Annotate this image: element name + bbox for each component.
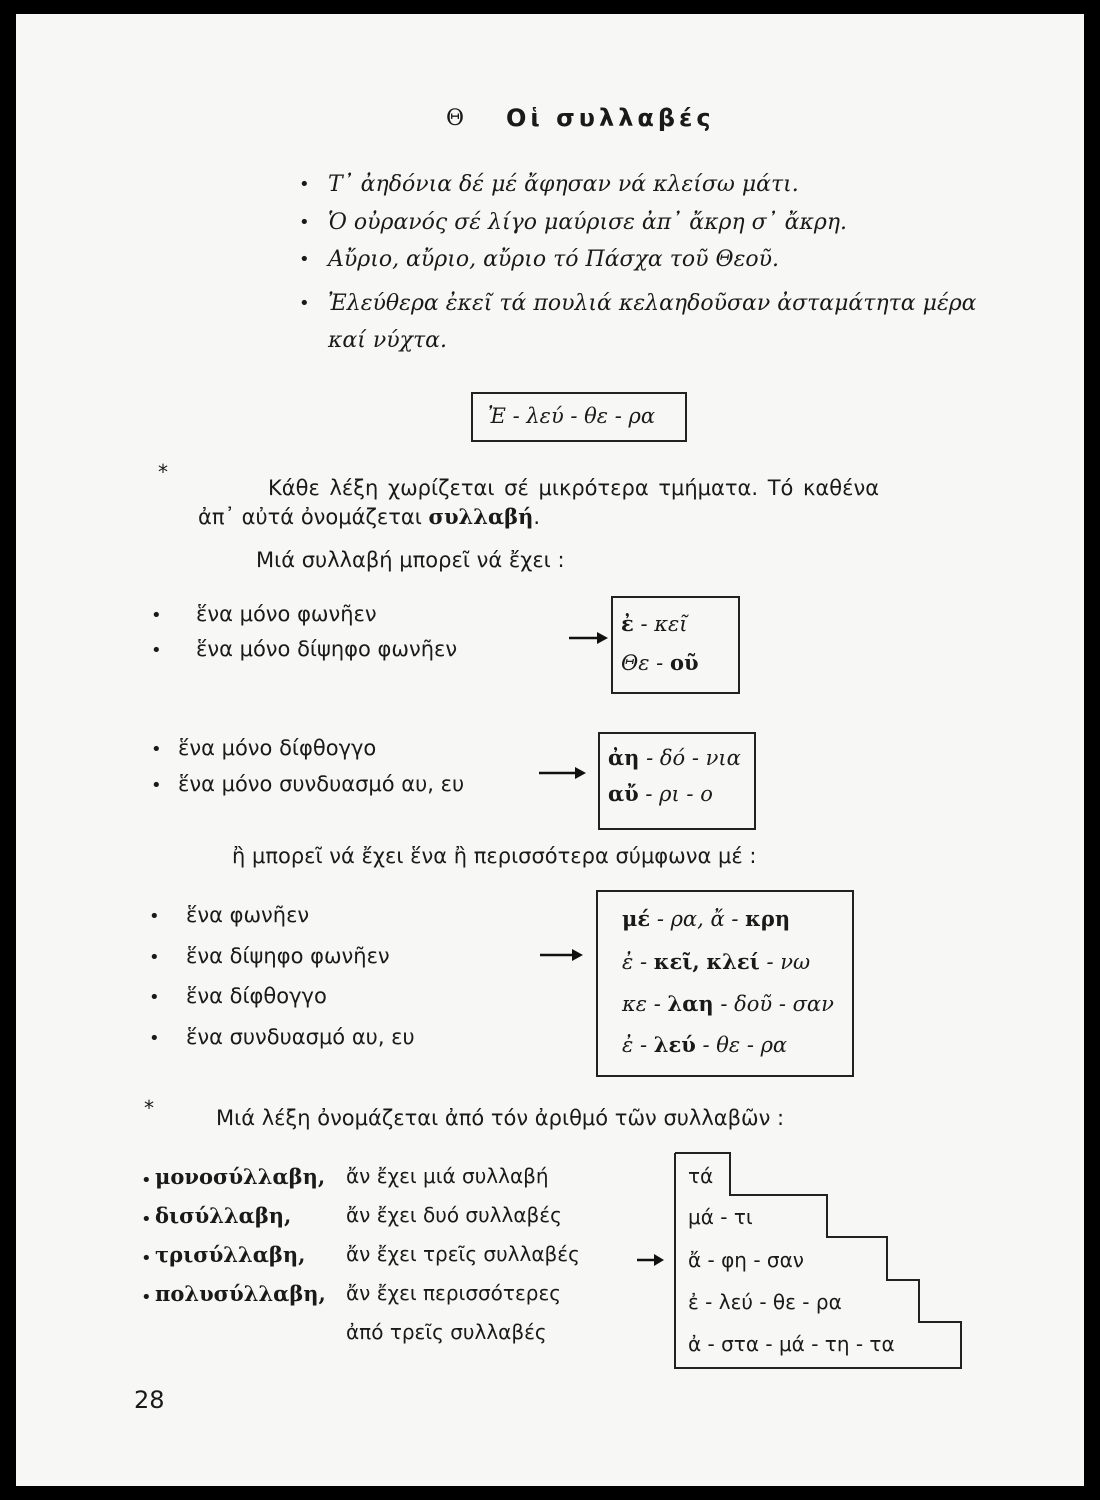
example-syllables: ἐ - κεῖ [621, 611, 688, 636]
star-marker: * [158, 460, 168, 484]
bullet: • [299, 212, 310, 233]
example-syllables: Θε - οῦ [621, 650, 699, 675]
intro-line-2 [198, 504, 540, 529]
rule-item: ἕνα μόνο συνδυασμό αυ, ευ [178, 772, 465, 796]
staircase-word: τά [688, 1164, 714, 1188]
type-desc: ἄν ἔχει περισσότερες [346, 1281, 562, 1305]
example-word: Ἐ - λεύ - θε - ρα [488, 404, 656, 428]
bullet: • [141, 1248, 152, 1269]
type-desc: ἄν ἔχει τρεῖς συλλαβές [346, 1242, 580, 1266]
rule-item: ἕνα συνδυασμό αυ, ευ [186, 1025, 415, 1049]
bullet: • [149, 987, 160, 1008]
arrow-right-icon [568, 627, 610, 649]
poem-line: Ἐλεύθερα ἐκεῖ τά πουλιά κελαηδοῦσαν ἀσταμάτητα μέρα [328, 291, 977, 316]
intro-line: Μιά συλλαβή μπορεῖ νά ἔχει : [256, 548, 565, 572]
bullet: • [299, 293, 310, 314]
type-desc: ἄν ἔχει μιά συλλαβή [346, 1164, 549, 1188]
term-syllable: συλλαβή [428, 504, 534, 529]
example-syllables: μέ - ρα, ἄ - κρη [622, 906, 791, 931]
bullet: • [151, 739, 162, 760]
type-name: πολυσύλλαβη, [155, 1281, 326, 1306]
example-syllables: αὔ - ρι - ο [608, 781, 713, 806]
rule-item: ἕνα δίψηφο φωνῆεν [186, 944, 390, 968]
arrow-right-icon [538, 762, 588, 784]
intro-line: Κάθε λέξη χωρίζεται σέ μικρότερα τμήματα. Τό καθένα [268, 476, 880, 500]
poem-line: καί νύχτα. [328, 328, 448, 353]
example-syllables: κε - λαη - δοῦ - σαν [622, 991, 834, 1016]
bullet: • [299, 249, 310, 270]
bullet: • [141, 1287, 152, 1308]
consonants-line: ἢ μπορεῖ νά ἔχει ἕνα ἢ περισσότερα σύμφωνα μέ : [232, 844, 757, 868]
poem-line: Ὁ οὐρανός σέ λίγο μαύρισε ἀπ᾽ ἄκρη σ᾽ ἄκρη. [328, 210, 848, 235]
example-syllables: ἐ - κεῖ, κλεί - νω [622, 949, 811, 974]
intro-text: ἀπ᾽ αὐτά ὀνομάζεται [198, 505, 429, 529]
arrow-right-icon [636, 1250, 666, 1270]
rule-item: ἕνα φωνῆεν [186, 903, 310, 927]
type-desc-cont: ἀπό τρεῖς συλλαβές [346, 1320, 547, 1344]
bullet: • [149, 947, 160, 968]
type-name: μονοσύλλαβη, [155, 1164, 326, 1189]
poem-line: Αὔριο, αὔριο, αὔριο τό Πάσχα τοῦ Θεοῦ. [328, 247, 779, 272]
example-syllables: ἐ - λεύ - θε - ρα [622, 1032, 788, 1057]
section-marker: Θ [446, 106, 465, 131]
staircase-word: ἄ - φη - σαν [688, 1248, 804, 1272]
star-marker: * [144, 1096, 154, 1120]
bullet: • [151, 605, 162, 626]
example-syllables: ἀη - δό - νια [608, 745, 741, 770]
bullet: • [299, 174, 310, 195]
page-title: Οἱ συλλαβές [506, 104, 715, 132]
rule-item: ἕνα μόνο φωνῆεν [196, 602, 377, 626]
bullet: • [149, 1028, 160, 1049]
textbook-page [16, 14, 1084, 1486]
type-desc: ἄν ἔχει δυό συλλαβές [346, 1203, 562, 1227]
rule-item: ἕνα μόνο δίψηφο φωνῆεν [196, 637, 458, 661]
type-name: τρισύλλαβη, [155, 1242, 306, 1267]
page-number: 28 [134, 1386, 165, 1414]
bullet: • [151, 775, 162, 796]
arrow-right-icon [539, 944, 585, 966]
bullet: • [141, 1170, 152, 1191]
naming-line: Μιά λέξη ὀνομάζεται ἀπό τόν ἀριθμό τῶν συλλαβῶν : [216, 1106, 785, 1130]
bullet: • [151, 640, 162, 661]
bullet: • [141, 1209, 152, 1230]
poem-line: Τ᾽ ἀηδόνια δέ μέ ἄφησαν νά κλείσω μάτι. [328, 172, 799, 197]
staircase-word: ἀ - στα - μά - τη - τα [688, 1332, 895, 1356]
rule-item: ἕνα δίφθογγο [186, 984, 327, 1008]
staircase-word: ἐ - λεύ - θε - ρα [688, 1290, 842, 1314]
type-name: δισύλλαβη, [155, 1203, 292, 1228]
staircase-word: μά - τι [688, 1205, 753, 1229]
bullet: • [149, 906, 160, 927]
rule-item: ἕνα μόνο δίφθογγο [178, 736, 377, 760]
intro-punct: . [533, 505, 541, 529]
